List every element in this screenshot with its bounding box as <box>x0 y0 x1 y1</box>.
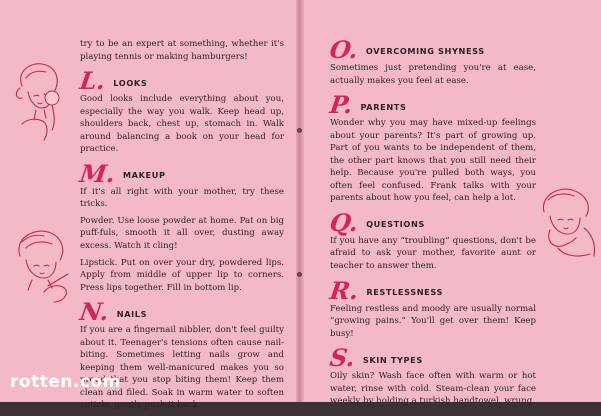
looks-paragraph: Good looks include everything about you, especially the way you walk. Keep head up, shoulders back, chest up, stomach in. Walk around balancing a book on your head for practice. <box>80 94 284 155</box>
intro-paragraph: try to be an expert at something, whether it's playing tennis or making hamburgers! <box>80 39 284 62</box>
staple-bottom <box>297 272 302 277</box>
section-heading-skin-types <box>328 343 536 373</box>
shyness-paragraph: Sometimes just pretending you're at ease, actually makes you feel at ease. <box>330 63 536 86</box>
makeup-paragraph-1: If it's all right with your mother, try these tricks. <box>80 186 284 210</box>
questions-paragraph: If you have any “troubling” questions, don't be afraid to ask your mother, favorite aunt or teacher to answer them. <box>330 235 536 272</box>
section-title: QUESTIONS <box>366 219 425 230</box>
nails-paragraph: If you are a fingernail nibbler, don't feel guilty about it. Teenager's tensions often cause nail-biting. Sometimes letting nails grow and keeping them well-manicured makes you so proud that you stop biting them! Keep them clean and filed. Soak in warm water to soften cuticle, gently push it back. <box>80 325 284 411</box>
staple-top <box>297 128 302 133</box>
section-heading-questions <box>330 209 536 235</box>
section-title: OVERCOMING SHYNESS <box>365 46 485 57</box>
section-initial: M. <box>78 158 118 188</box>
section-initial: R. <box>328 275 361 305</box>
girl-nail-file-illustration <box>10 226 76 306</box>
site-watermark: rotten.com <box>10 372 121 392</box>
section-heading-restlessness <box>330 277 536 303</box>
parents-paragraph: Wonder why you may have mixed-up feelings about your parents? It's part of growing up. Part of you wants to be independent of them, the other part knows that you still need their help. Because you're pulled both ways, you often feel confused. Frank talks with your parents about how you feel, can help a lot. <box>330 118 536 204</box>
section-heading-makeup <box>80 160 284 186</box>
skin-types-paragraph: Oily skin? Wash face often with warm or hot water, rinse with cold. Steam-clean your face weekly by holding a turkish handtowel, wrung <box>330 371 536 407</box>
left-page-text <box>80 38 284 416</box>
makeup-paragraph-2: Powder. Use loose powder at home. Pat on big puff-fuls, smooth it all over, dusting away excess. Watch it cling! <box>80 215 284 252</box>
restlessness-paragraph: Feeling restless and moody are usually normal “growing pains.” You'll get over them! Keep busy! <box>330 303 536 339</box>
section-initial: O. <box>328 35 360 64</box>
section-initial: L. <box>78 66 108 96</box>
girl-powder-puff-illustration <box>8 58 74 142</box>
girl-thinking-illustration <box>538 186 600 264</box>
section-title: SKIN TYPES <box>362 354 423 365</box>
section-initial: P. <box>328 90 355 120</box>
section-initial: N. <box>78 297 111 327</box>
section-initial: S. <box>328 343 357 373</box>
section-title: MAKEUP <box>122 170 166 181</box>
section-title: NAILS <box>116 308 148 319</box>
right-page-text <box>330 34 536 412</box>
section-title: LOOKS <box>113 77 148 88</box>
makeup-paragraph-3: Lipstick. Put on over your dry, powdered lips. Apply from middle of upper lip to corners. Press lips together. Fill in bottom lip. <box>80 257 284 293</box>
book-gutter <box>296 0 304 402</box>
section-heading-parents <box>328 90 536 120</box>
section-heading-nails <box>78 297 284 327</box>
section-initial: Q. <box>328 207 361 237</box>
section-heading-looks <box>78 66 284 96</box>
section-title: RESTLESSNESS <box>366 287 443 298</box>
section-title: PARENTS <box>360 101 407 112</box>
section-heading-shyness <box>330 36 536 62</box>
